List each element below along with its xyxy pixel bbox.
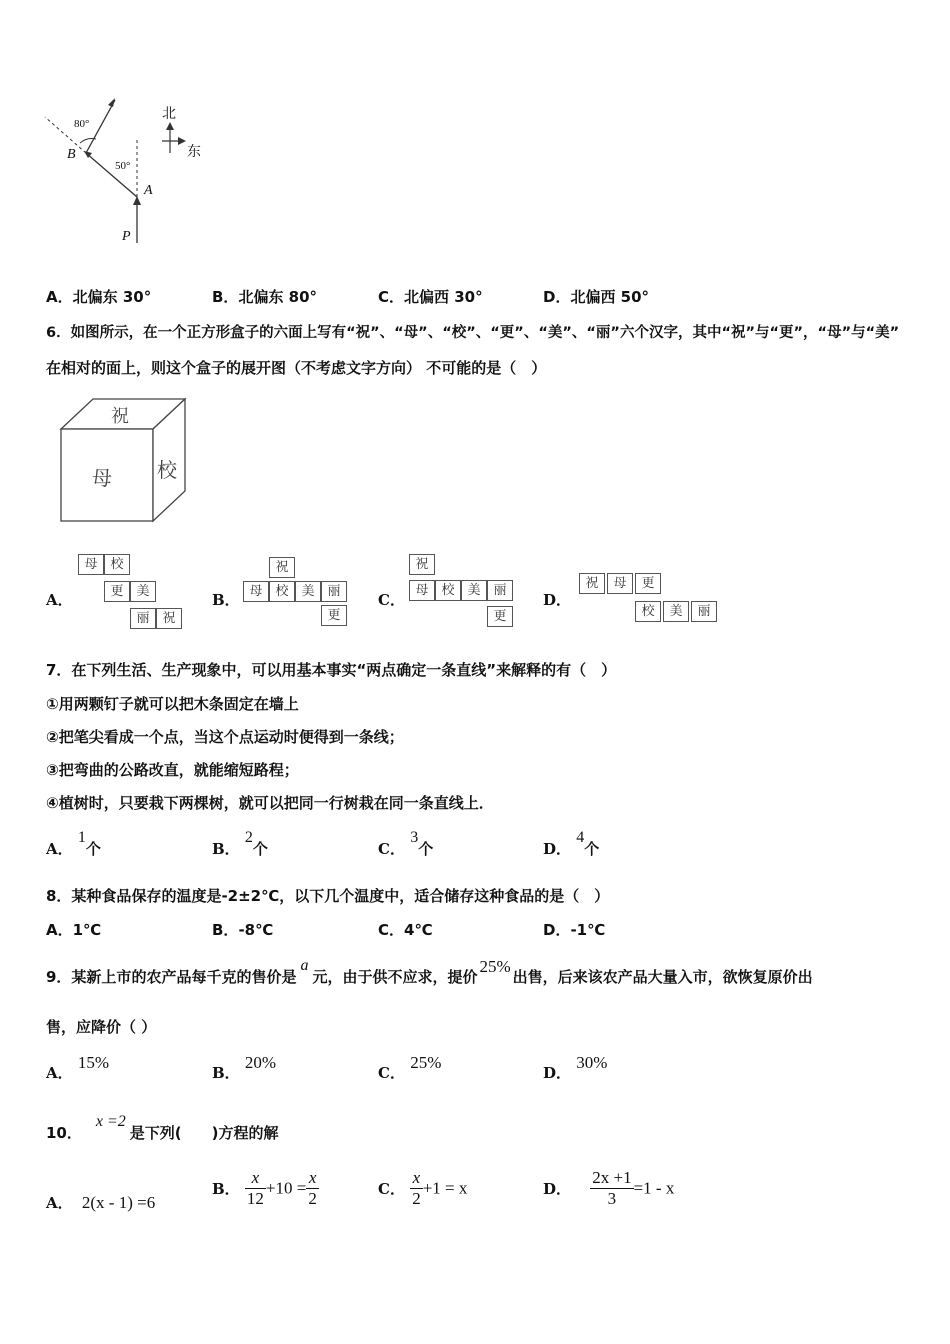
q7-option-b[interactable]: B． 2个 (212, 829, 268, 858)
net-cell: 祝 (409, 554, 435, 575)
q7-option-d[interactable]: D． 4个 (543, 829, 600, 858)
q6-option-c-label[interactable]: C． (378, 591, 405, 609)
cube-right-face: 校 (157, 458, 177, 482)
net-cell: 母 (409, 580, 435, 601)
net-cell: 祝 (156, 608, 182, 629)
fraction: $\frac{x}{2}$ (308, 1168, 317, 1208)
q7-option-c[interactable]: C． 3个 (378, 829, 434, 858)
fraction: $\frac{x}{12}$ (246, 1168, 264, 1208)
q6-option-b-label[interactable]: B． (212, 591, 240, 609)
q7-item-4: ④植树时，只要栽下两棵树，就可以把同一行树栽在同一条直线上． (46, 794, 494, 812)
q7-option-a[interactable]: A． 1个 (46, 829, 101, 858)
net-cell: 美 (295, 581, 321, 602)
q8-option-d[interactable]: D．-1℃ (543, 921, 606, 939)
q7-item-1: ①用两颗钉子就可以把木条固定在墙上 (46, 695, 299, 713)
net-cell: 丽 (130, 608, 156, 629)
q6-option-a-label[interactable]: A． (46, 591, 73, 609)
net-cell: 校 (104, 554, 130, 575)
net-cell: 校 (635, 601, 661, 622)
q6-option-d-label[interactable]: D． (543, 591, 572, 609)
q5-option-b[interactable]: B．北偏东 80° (212, 288, 318, 306)
q6-stem-line2: 在相对的面上，则这个盒子的展开图（不考虑文字方向） 不可能的是（ ） (46, 359, 547, 377)
q6-stem-line1: 6．如图所示，在一个正方形盒子的六面上写有“祝”、“母”、“校”、“更”、“美”、“丽”六个汉字，其中“祝”与“更”，“母”与“美” (46, 325, 900, 341)
q7-stem: 7．在下列生活、生产现象中，可以用基本事实“两点确定一条直线”来解释的有（ ） (46, 661, 617, 679)
q5-option-c[interactable]: C．北偏西 30° (378, 288, 483, 306)
angle-80-label: 80° (74, 118, 90, 130)
net-cell: 母 (607, 573, 633, 594)
q8-option-a[interactable]: A．1℃ (46, 921, 102, 939)
q9-option-a[interactable]: A． 15% (46, 1053, 110, 1082)
fraction: $\frac{x}{2}$ (412, 1168, 421, 1208)
point-b-label: B (67, 147, 76, 162)
cube-top-face: 祝 (111, 406, 129, 427)
net-cell: 丽 (321, 581, 347, 602)
net-cell: 更 (487, 606, 513, 627)
q5-option-d[interactable]: D．北偏西 50° (543, 288, 650, 306)
q9-option-b[interactable]: B． 20% (212, 1053, 277, 1082)
compass-diagram (40, 95, 220, 255)
net-cell: 更 (104, 581, 130, 602)
q5-option-a[interactable]: A．北偏东 30° (46, 288, 152, 306)
q8-option-c[interactable]: C．4℃ (378, 921, 433, 939)
cube-figure (55, 396, 195, 526)
q10-option-a[interactable]: A． 2(x - 1) =6 (46, 1193, 156, 1212)
q10-stem: 10．x =2是下列( )方程的解 (46, 1113, 279, 1142)
net-cell: 校 (269, 581, 295, 602)
net-cell: 美 (130, 581, 156, 602)
q8-stem: 8．某种食品保存的温度是-2±2℃，以下几个温度中，适合储存这种食品的是（ ） (46, 887, 610, 905)
q9-option-c[interactable]: C． 25% (378, 1053, 442, 1082)
net-cell: 美 (461, 580, 487, 601)
fraction: $\frac{2x +1}{3}$ (592, 1168, 632, 1208)
q7-item-2: ②把笔尖看成一个点，当这个点运动时便得到一条线； (46, 728, 404, 746)
q10-option-d[interactable]: D． $\frac{2x +1}{3}$ =1 - x (543, 1168, 675, 1208)
q9-stem-line1: 9．某新上市的农产品每千克的售价是a元，由于供不应求，提价25%出售，后来该农产品大量入市，欲恢复原价出 (46, 957, 813, 986)
east-label: 东 (187, 144, 201, 160)
q8-option-b[interactable]: B．-8℃ (212, 921, 274, 939)
q7-item-3: ③把弯曲的公路改直，就能缩短路程； (46, 761, 299, 779)
net-cell: 更 (321, 605, 347, 626)
q9-option-d[interactable]: D． 30% (543, 1053, 608, 1082)
net-cell: 丽 (691, 601, 717, 622)
net-cell: 祝 (579, 573, 605, 594)
net-cell: 母 (243, 581, 269, 602)
point-a-label: A (144, 183, 153, 198)
north-label: 北 (162, 106, 176, 122)
net-cell: 祝 (269, 557, 295, 578)
q9-stem-line2: 售，应降价（ ） (46, 1018, 157, 1036)
net-cell: 校 (435, 580, 461, 601)
net-cell: 母 (78, 554, 104, 575)
q10-option-b[interactable]: B． $\frac{x}{12}$ +10 = $\frac{x}{2}$ (212, 1168, 317, 1208)
q10-option-c[interactable]: C． $\frac{x}{2}$ +1 = x (378, 1168, 468, 1208)
net-cell: 丽 (487, 580, 513, 601)
cube-front-face: 母 (92, 466, 112, 490)
net-cell: 更 (635, 573, 661, 594)
angle-50-label: 50° (115, 160, 131, 172)
point-p-label: P (122, 229, 131, 244)
net-cell: 美 (663, 601, 689, 622)
